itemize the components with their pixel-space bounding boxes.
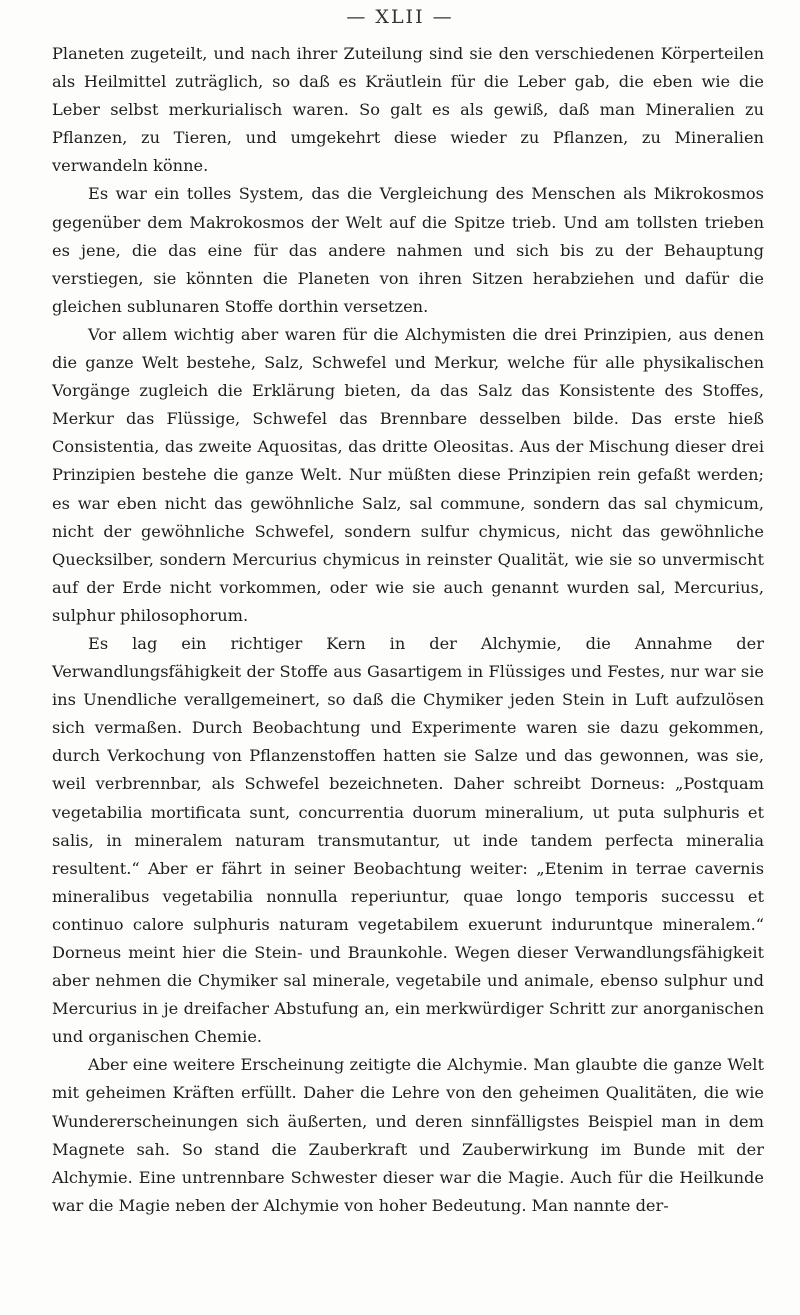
paragraph-3: Vor allem wichtig aber waren für die Alchymisten die drei Prinzipien, aus denen die ganze Welt bestehe, Salz, Schwefel und Merkur, welche für alle physikalischen Vorgänge zugleich die Erklärung bieten, da das Salz das Konsistente des Stoffes, Merkur das Flüssige, Schwefel das Brennbare desselben bilde. Das erste hieß Consistentia, das zweite Aquositas, das dritte Oleositas. Aus der Mischung dieser drei Prinzipien bestehe die ganze Welt. Nur müßten diese Prinzipien rein gefaßt werden; es war eben nicht das gewöhnliche Salz, sal commune, sondern das sal chymicum, nicht der gewöhnliche Schwefel, sondern sulfur chymicus, nicht das gewöhnliche Quecksilber, sondern Mercurius chymicus in reinster Qualität, wie sie so unvermischt auf der Erde nicht vorkommen, oder wie sie auch genannt wurden sal, Mercurius, sulphur philosophorum. <box>52 324 764 625</box>
paragraph-4: Es lag ein richtiger Kern in der Alchymie, die Annahme der Verwandlungsfähigkeit der Stoffe aus Gasartigem in Flüssiges und Festes, nur war sie ins Unendliche verallgemeinert, so daß die Chymiker jeden Stein in Luft aufzulösen sich vermaßen. Durch Beobachtung und Experimente waren sie dazu gekommen, durch Verkochung von Pflanzenstoffen hatten sie Salze und das gewonnen, was sie, weil verbrennbar, als Schwefel bezeichneten. Daher schreibt Dorneus: „Postquam vegetabilia mortificata sunt, concurrentia duorum mineralium, ut puta sulphuris et salis, in mineralem naturam transmutantur, ut inde tandem perfecta mineralia resultent.“ Aber er fährt in seiner Beobachtung weiter: „Etenim in terrae cavernis mineralibus vegetabilia nonnulla reperiuntur, quae longo temporis successu et continuo calore sulphuris naturam vegetabilem exuerunt induruntque mineralem.“ Dorneus meint hier die Stein- und Braunkohle. Wegen dieser Verwandlungsfähigkeit aber nehmen die Chymiker sal minerale, vegetabile und animale, ebenso sulphur und Mercurius in je dreifacher Abstufung an, ein merkwürdiger Schritt zur anorganischen und organischen Chemie. <box>52 633 764 1047</box>
paragraph-2: Es war ein tolles System, das die Vergleichung des Menschen als Mikrokosmos gegenüber dem Makrokosmos der Welt auf die Spitze trieb. Und am tollsten trieben es jene, die das eine für das andere nahmen und sich bis zu der Behauptung verstiegen, sie könnten die Planeten von ihren Sitzen herabziehen und dafür die gleichen sublunaren Stoffe dorthin versetzen. <box>52 184 764 316</box>
body-text <box>52 40 764 1220</box>
paragraph-1: Planeten zugeteilt, und nach ihrer Zuteilung sind sie den verschiedenen Körperteilen als Heilmittel zuträglich, so daß es Kräutlein für die Leber gab, die eben wie die Leber selbst merkurialisch waren. So galt es als gewiß, daß man Mineralien zu Pflanzen, zu Tieren, und umgekehrt diese wieder zu Pflanzen, zu Mineralien verwandeln könne. <box>52 44 764 176</box>
paragraph-5: Aber eine weitere Erscheinung zeitigte die Alchymie. Man glaubte die ganze Welt mit geheimen Kräften erfüllt. Daher die Lehre von den geheimen Qualitäten, die wie Wundererscheinungen sich äußerten, und deren sinnfälligstes Beispiel man in dem Magnete sah. So stand die Zauberkraft und Zauberwirkung im Bunde mit der Alchymie. Eine untrennbare Schwester dieser war die Magie. Auch für die Heilkunde war die Magie neben der Alchymie von hoher Bedeutung. Man nannte der- <box>52 1055 764 1215</box>
page-number: — XLII — <box>346 6 454 28</box>
